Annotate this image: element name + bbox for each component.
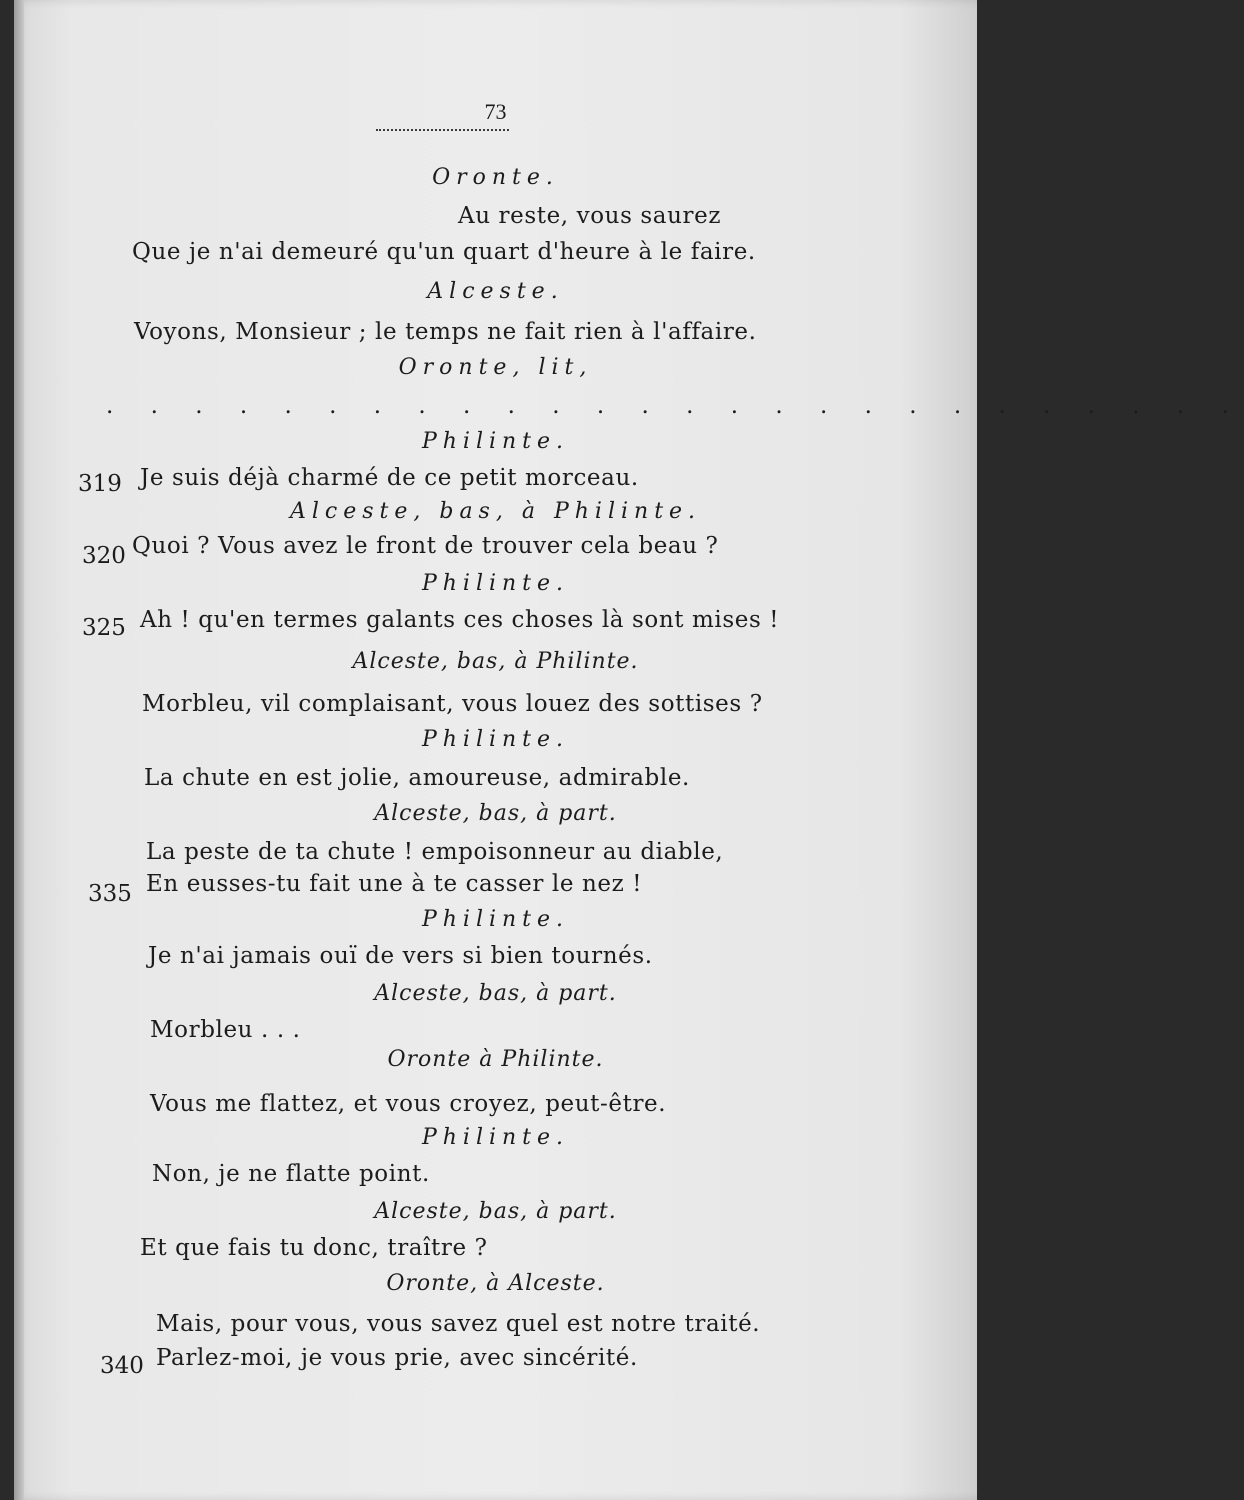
speaker-heading: Philinte. <box>421 571 570 596</box>
verse-number: 340 <box>100 1353 144 1379</box>
speaker-heading: Alceste, bas, à Philinte. <box>289 499 702 524</box>
verse-line: Morbleu, vil complaisant, vous louez des sottises ? <box>142 691 763 717</box>
speaker-heading: Philinte. <box>421 429 570 454</box>
verse-line: Morbleu . . . <box>150 1017 301 1043</box>
speaker-heading: Philinte. <box>421 907 570 932</box>
speaker-heading: Alceste, bas, à part. <box>374 981 617 1006</box>
verse-number: 319 <box>78 471 122 497</box>
verse-line: Ah ! qu'en termes galants ces choses là sont mises ! <box>140 607 780 633</box>
speaker-heading: Alceste, bas, à Philinte. <box>352 649 639 674</box>
verse-line: La peste de ta chute ! empoisonneur au diable, <box>146 839 724 865</box>
speaker-heading: Philinte. <box>421 727 570 752</box>
omission-dots: . . . . . . . . . . . . . . . . . . . . . . . . . . <box>106 393 1244 419</box>
speaker-heading: Philinte. <box>421 1125 570 1150</box>
verse-line: Que je n'ai demeuré qu'un quart d'heure à le faire. <box>132 239 756 265</box>
verse-number: 320 <box>82 543 126 569</box>
verse-number: 325 <box>82 615 126 641</box>
verse-line: Je suis déjà charmé de ce petit morceau. <box>140 465 639 491</box>
book-page <box>14 0 1244 1500</box>
speaker-heading: Alceste. <box>427 279 564 304</box>
verse-number: 335 <box>88 881 132 907</box>
speaker-heading: Oronte, lit, <box>398 355 593 380</box>
speaker-heading: Alceste, bas, à part. <box>374 1199 617 1224</box>
page-number: 73 <box>484 99 507 124</box>
verse-line: La chute en est jolie, amoureuse, admirable. <box>144 765 690 791</box>
verse-line: Voyons, Monsieur ; le temps ne fait rien à l'affaire. <box>134 319 757 345</box>
verse-line: Je n'ai jamais ouï de vers si bien tournés. <box>148 943 653 969</box>
verse-line: Mais, pour vous, vous savez quel est notre traité. <box>156 1311 761 1337</box>
verse-line: Vous me flattez, et vous croyez, peut-être. <box>150 1091 667 1117</box>
verse-line: En eusses-tu fait une à te casser le nez ! <box>146 871 643 897</box>
speaker-heading: Oronte à Philinte. <box>387 1047 604 1072</box>
verse-line: Quoi ? Vous avez le front de trouver cela beau ? <box>132 533 719 559</box>
verse-line: Parlez-moi, je vous prie, avec sincérité. <box>156 1345 638 1371</box>
speaker-heading: Oronte. <box>432 165 559 190</box>
header-dotted-rule <box>376 129 509 131</box>
speaker-heading: Alceste, bas, à part. <box>374 801 617 826</box>
verse-line: Non, je ne flatte point. <box>152 1161 430 1187</box>
speaker-heading: Oronte, à Alceste. <box>386 1271 605 1296</box>
verse-line: Au reste, vous saurez <box>458 203 722 229</box>
verse-line: Et que fais tu donc, traître ? <box>140 1235 488 1261</box>
